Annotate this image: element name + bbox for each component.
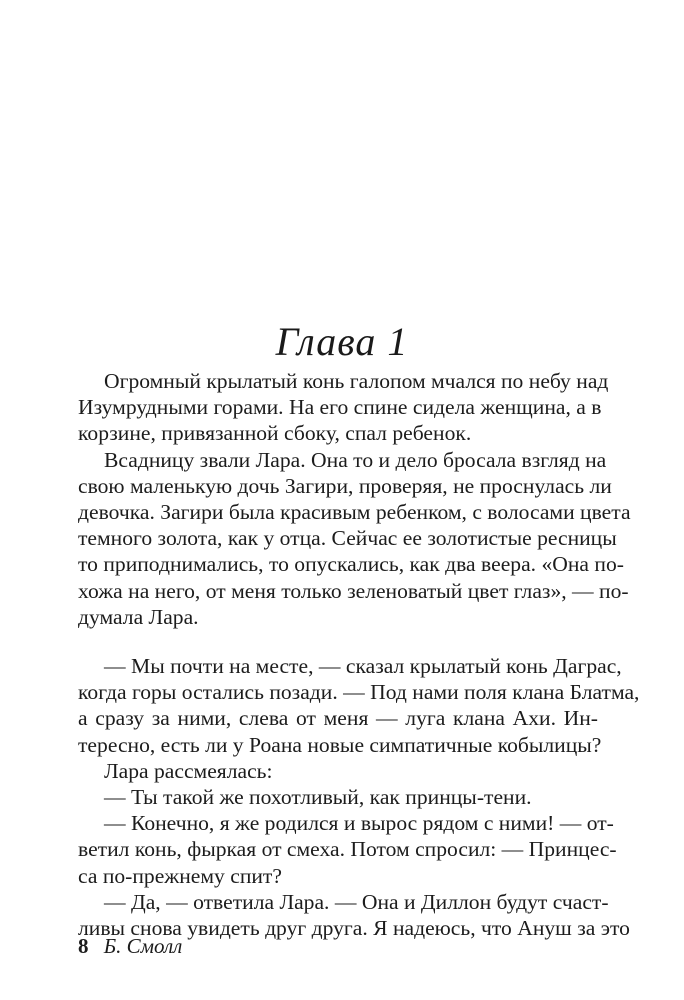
text-line: темного золота, как у отца. Сейчас ее золотистые ресницы: [78, 526, 617, 551]
text-line: то приподнимались, то опускались, как два веера. «Она по-: [78, 552, 624, 577]
text-line: са по-прежнему спит?: [78, 863, 282, 888]
text-line: Огромный крылатый конь галопом мчался по небу над: [104, 369, 609, 393]
page-number: 8: [78, 934, 89, 958]
text-line: думала Лара.: [78, 604, 199, 629]
text-line: — Конечно, я же родился и вырос рядом с ними! — от-: [104, 811, 614, 836]
text-line: ливы снова увидеть друг друга. Я надеюсь, что Ануш за это: [78, 915, 630, 940]
text-line: девочка. Загири была красивым ребенком, с волосами цвета: [78, 499, 631, 524]
running-head-author: Б. Смолл: [103, 934, 183, 958]
text-line: — Мы почти на месте, — сказал крылатый конь Даграс,: [104, 654, 622, 678]
text-line: — Да, — ответила Лара. — Она и Диллон будут счаст-: [104, 889, 609, 914]
text-block-1: [78, 368, 631, 630]
chapter-title: Глава 1: [275, 319, 409, 364]
text-line: — Ты такой же похотливый, как принцы-тени.: [104, 784, 532, 809]
text-line: хожа на него, от меня только зеленоватый цвет глаз», — по-: [78, 578, 629, 603]
text-line: когда горы остались позади. — Под нами поля клана Блатма,: [78, 680, 640, 705]
text-line: а сразу за ними, слева от меня — луга клана Ахи. Ин-: [78, 706, 598, 731]
text-line: Лара рассмеялась:: [104, 758, 273, 783]
text-line: корзине, привязанной сбоку, спал ребенок.: [78, 421, 472, 446]
page-footer: [78, 933, 182, 959]
text-line: ветил конь, фыркая от смеха. Потом спросил: — Принцес-: [78, 837, 617, 862]
text-line: Всадницу звали Лара. Она то и дело бросала взгляд на: [104, 447, 607, 472]
text-line: Изумрудными горами. На его спине сидела женщина, а в: [78, 395, 602, 420]
text-line: тересно, есть ли у Роана новые симпатичные кобылицы?: [78, 732, 602, 757]
text-block-2: [78, 653, 640, 941]
text-line: свою маленькую дочь Загири, проверяя, не проснулась ли: [78, 473, 612, 498]
